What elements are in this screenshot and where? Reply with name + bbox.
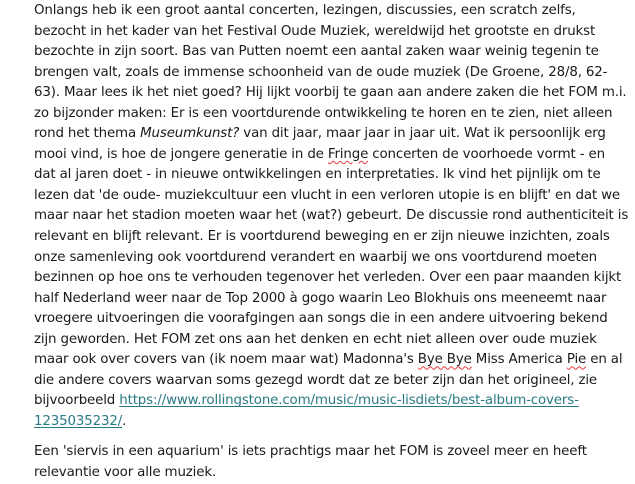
theme-title-italic: Museumkunst? xyxy=(140,126,240,142)
paragraph-1 xyxy=(34,1,630,432)
rollingstone-link[interactable]: https://www.rollingstone.com/music/music-lisdiets/best-album-covers-1235035232/ xyxy=(34,393,579,429)
paragraph-2: Een 'siervis in een aquarium' is iets prachtigs maar het FOM is zoveel meer en heeft relevantie voor alle muziek. xyxy=(34,444,587,481)
paragraph-1-text-b: van dit jaar, maar jaar in jaar uit. Wat ik persoonlijk erg mooi vind, is hoe de jongere generatie in de xyxy=(34,126,606,162)
paragraph-1-text-f: . xyxy=(122,413,127,429)
paragraph-1-text-a: Onlangs heb ik een groot aantal concerten, lezingen, discussies, een scratch zelfs, bezocht in het kader van het Festival Oude Muziek, wereldwijd het grootste en drukst bezochte in zijn soort. Bas van Putten noemt een aantal zaken waar weinig tegenin te brengen valt, zoals de immense schoonheid van de oude muziek (De Groene, 28/8, 62-63). Maar lees ik het niet goed? Hij lijkt voorbij te gaan aan andere zaken die het FOM m.i. zo bijzonder maken: Er is een voortdurende ontwikkeling te horen en te zien, niet alleen rond het thema xyxy=(34,3,627,142)
document-body xyxy=(34,1,630,484)
paragraph-1-text-e: en al die andere covers waarvan soms gezegd wordt dat ze beter zijn dan het origineel, zie bijvoorbeeld xyxy=(34,352,623,409)
spellcheck-word-pie[interactable]: Pie xyxy=(566,352,587,368)
paragraph-1-text-d: Miss America xyxy=(471,352,567,368)
paragraph-1-text-c: concerten de voorhoede vormt - en dat al jaren doet - in nieuwe ontwikkelingen en interpretaties. Ik vind het pijnlijk om te lezen dat 'de oude- muziekcultuur een vlucht in een verloren utopie is en blijft' en dat we maar naar het stadion moeten waar het (wat?) gebeurt. De discussie rond authenticiteit is relevant en blijft relevant. Er is voortdurend beweging en er zijn nieuwe inzichten, zoals onze samenleving ook voortdurend verandert en waarbij we ons voortdurend moeten bezinnen op hoe ons te verhouden tegenover het verleden. Over een paar maanden kijkt half Nederland weer naar de Top 2000 à gogo waarin Leo Blokhuis ons meeneemt naar vroegere uitvoeringen die voorafgingen aan songs die in een andere uitvoering bekend zijn geworden. Het FOM zet ons aan het denken en echt niet alleen over oude muziek maar ook over covers van (ik noem maar wat) Madonna's xyxy=(34,146,629,368)
spellcheck-word-fringe[interactable]: Fringe xyxy=(327,146,369,162)
spellcheck-word-bye-bye[interactable]: Bye Bye xyxy=(417,352,472,368)
